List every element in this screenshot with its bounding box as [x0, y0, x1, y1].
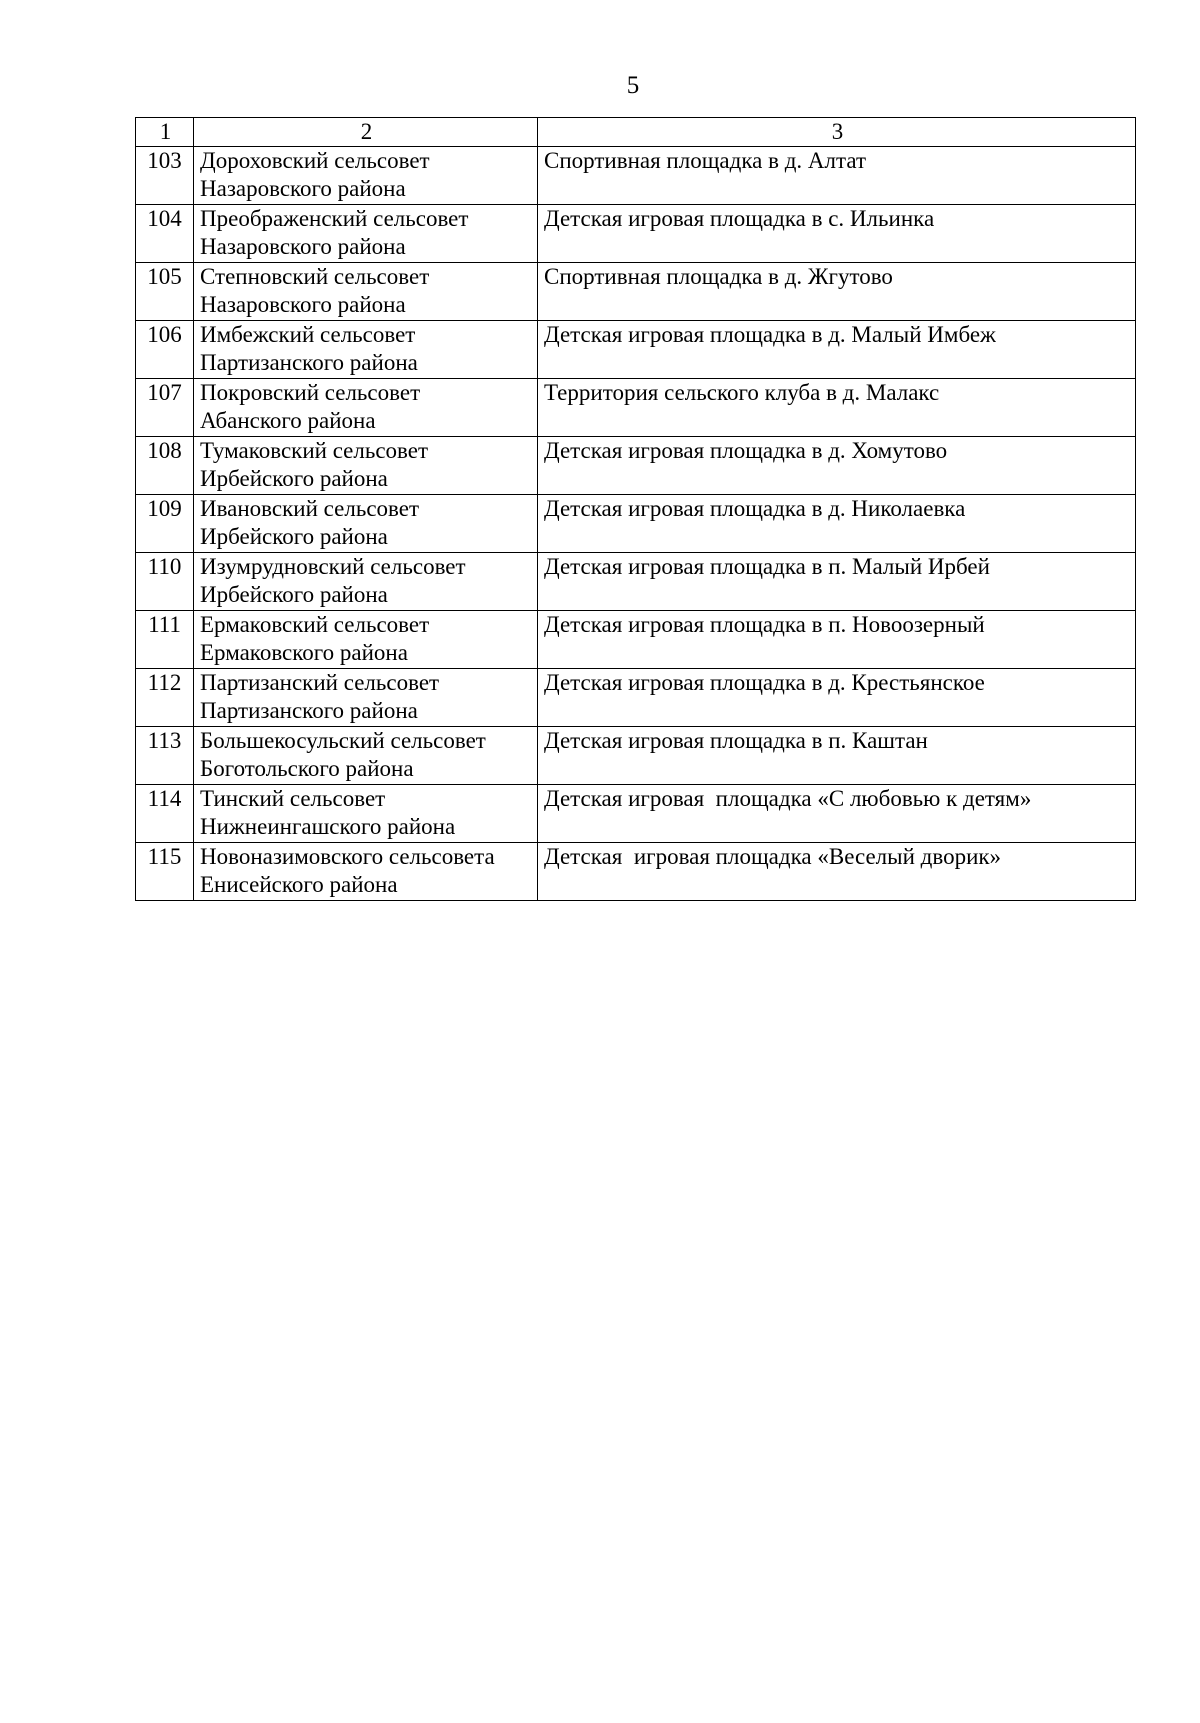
council-name: Ивановский сельсовет [200, 496, 420, 521]
district-name: Ирбейского района [200, 582, 388, 607]
table-row [136, 495, 1136, 553]
table-row [136, 321, 1136, 379]
council-cell [194, 727, 538, 785]
object-cell: Детская игровая площадка в п. Малый Ирбей [538, 553, 1136, 611]
district-name: Ермаковского района [200, 640, 408, 665]
object-cell: Детская игровая площадка «Веселый дворик» [538, 843, 1136, 901]
table-header-row [136, 118, 1136, 147]
district-name: Абанского района [200, 408, 376, 433]
row-number: 103 [136, 147, 194, 205]
row-number: 109 [136, 495, 194, 553]
document-table [135, 117, 1136, 901]
council-cell [194, 263, 538, 321]
district-name: Партизанского района [200, 698, 418, 723]
column-header-3: 3 [538, 118, 1136, 147]
column-header-1: 1 [136, 118, 194, 147]
district-name: Нижнеингашского района [200, 814, 456, 839]
district-name: Ирбейского района [200, 524, 388, 549]
row-number: 110 [136, 553, 194, 611]
district-name: Назаровского района [200, 292, 406, 317]
column-header-2: 2 [194, 118, 538, 147]
district-name: Назаровского района [200, 234, 406, 259]
object-cell: Территория сельского клуба в д. Малакс [538, 379, 1136, 437]
council-name: Новоназимовского сельсовета [200, 844, 495, 869]
council-name: Покровский сельсовет [200, 380, 421, 405]
council-cell [194, 495, 538, 553]
district-name: Назаровского района [200, 176, 406, 201]
table-row [136, 205, 1136, 263]
object-cell: Детская игровая площадка в д. Малый Имбеж [538, 321, 1136, 379]
row-number: 104 [136, 205, 194, 263]
council-cell [194, 437, 538, 495]
council-name: Тумаковский сельсовет [200, 438, 429, 463]
council-name: Преображенский сельсовет [200, 206, 469, 231]
council-name: Большекосульский сельсовет [200, 728, 486, 753]
row-number: 115 [136, 843, 194, 901]
object-cell: Детская игровая площадка в с. Ильинка [538, 205, 1136, 263]
council-cell [194, 379, 538, 437]
object-cell: Детская игровая площадка в п. Новоозерный [538, 611, 1136, 669]
council-name: Имбежский сельсовет [200, 322, 416, 347]
table-row [136, 147, 1136, 205]
table-row [136, 263, 1136, 321]
council-cell [194, 843, 538, 901]
council-cell [194, 611, 538, 669]
council-cell [194, 669, 538, 727]
council-name: Изумрудновский сельсовет [200, 554, 466, 579]
page-number: 5 [626, 72, 640, 99]
district-name: Партизанского района [200, 350, 418, 375]
table-row [136, 727, 1136, 785]
row-number: 107 [136, 379, 194, 437]
district-name: Боготольского района [200, 756, 414, 781]
object-cell: Детская игровая площадка в д. Крестьянское [538, 669, 1136, 727]
table-row [136, 437, 1136, 495]
council-cell [194, 205, 538, 263]
object-cell: Спортивная площадка в д. Алтат [538, 147, 1136, 205]
row-number: 111 [136, 611, 194, 669]
row-number: 112 [136, 669, 194, 727]
table-row [136, 785, 1136, 843]
row-number: 108 [136, 437, 194, 495]
row-number: 114 [136, 785, 194, 843]
table-row [136, 611, 1136, 669]
council-name: Ермаковский сельсовет [200, 612, 430, 637]
row-number: 106 [136, 321, 194, 379]
object-cell: Спортивная площадка в д. Жгутово [538, 263, 1136, 321]
council-name: Тинский сельсовет [200, 786, 386, 811]
district-name: Енисейского района [200, 872, 398, 897]
council-name: Партизанский сельсовет [200, 670, 440, 695]
council-name: Дороховский сельсовет [200, 148, 430, 173]
council-cell [194, 553, 538, 611]
council-cell [194, 785, 538, 843]
object-cell: Детская игровая площадка в д. Николаевка [538, 495, 1136, 553]
object-cell: Детская игровая площадка в д. Хомутово [538, 437, 1136, 495]
table-row [136, 379, 1136, 437]
district-name: Ирбейского района [200, 466, 388, 491]
row-number: 113 [136, 727, 194, 785]
table-row [136, 669, 1136, 727]
table-row [136, 843, 1136, 901]
row-number: 105 [136, 263, 194, 321]
council-cell [194, 147, 538, 205]
table-row [136, 553, 1136, 611]
council-cell [194, 321, 538, 379]
object-cell: Детская игровая площадка «С любовью к детям» [538, 785, 1136, 843]
object-cell: Детская игровая площадка в п. Каштан [538, 727, 1136, 785]
council-name: Степновский сельсовет [200, 264, 430, 289]
